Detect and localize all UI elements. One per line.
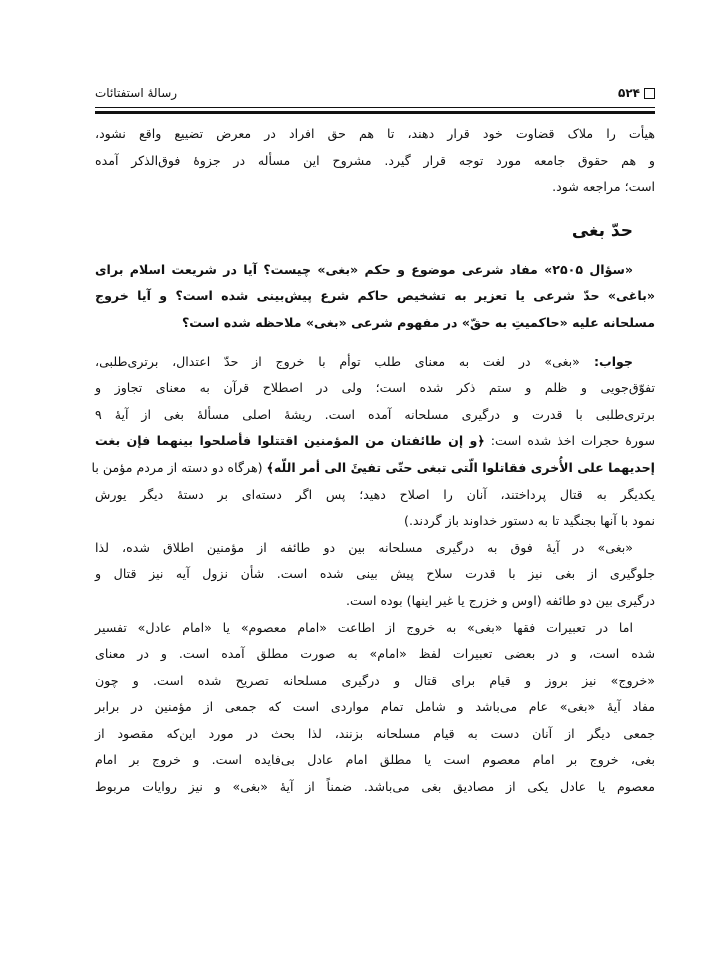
text-line xyxy=(95,588,655,615)
paragraph xyxy=(95,615,655,801)
bold-text: مسلحانه علیه «حاکمیتِ به حقّ» در مفهوم شرعی «بغی» ملاحظه شده است؟ xyxy=(182,314,655,330)
text-line xyxy=(95,694,655,721)
text-line xyxy=(95,508,655,535)
header-rule-thin xyxy=(95,107,655,108)
bold-text: ﴿و إن طائفتان من المؤمنین اقتتلوا فأصلحوا بینهما فإن بغت xyxy=(95,433,485,449)
text-line xyxy=(95,428,655,455)
text-line xyxy=(95,257,655,284)
text: مفاد آیهٔ «بغی» عام می‌باشد و شامل تمام مواردی است که جمعی از مؤمنین در برابر xyxy=(95,699,655,715)
book-title: رسالهٔ استفتائات xyxy=(95,86,178,100)
text-line xyxy=(95,615,655,642)
text: بغی، خروج بر امام معصوم است یا مطلق امام عادل بی‌فایده است. و خروج بر امام xyxy=(95,752,655,768)
text-line xyxy=(95,402,655,429)
text: یکدیگر به قتال پرداختند، آنان را اصلاح دهید؛ پس اگر دسته‌ای بر دستهٔ دیگر یورش xyxy=(95,486,655,502)
header-rule-thick xyxy=(95,111,655,114)
text: (هرگاه دو دسته از مردم مؤمن با xyxy=(91,459,267,475)
bold-text: «باغی» حدّ شرعی یا تعزیر به تشخیص حاکم شرع پیش‌بینی شده است؟ و آیا خروج xyxy=(95,288,655,304)
running-header xyxy=(95,86,655,106)
bold-text: إحدیهما علی الأُخری فقاتلوا الّتی تبغی حتّی تفیئَ الی أمر اللّه﴾ xyxy=(266,459,655,475)
question-paragraph xyxy=(95,257,655,337)
text: جمعی دیگر از آنان دست به قیام مسلحانه بزنند، لذا بحث در مورد این‌که مقصود از xyxy=(95,725,655,741)
square-icon xyxy=(644,88,655,99)
bold-text: «سؤال ۲۵۰۵» مفاد شرعی موضوع و حکم «بغی» چیست؟ آیا در شریعت اسلام برای xyxy=(95,261,634,277)
text-line xyxy=(95,641,655,668)
text-line xyxy=(95,668,655,695)
text: شده است، و در بعضی تعبیرات لفظ «امام» به صورت مطلق آمده است. و در معنای xyxy=(95,646,655,662)
paragraph xyxy=(95,535,655,615)
text-line xyxy=(95,721,655,748)
text: نمود با آنها بجنگید تا به دستور خداوند باز گردند.) xyxy=(404,513,655,529)
text: و هم حقوق جامعه مورد توجه قرار گیرد. مشروح این مسأله در جزوهٔ فوق‌الذکر آمده xyxy=(95,152,655,168)
text-line xyxy=(95,349,655,376)
text: «خروج» نیز بروز و قیام برای قتال و درگیری مسلحانه تصریح شده است. و چون xyxy=(95,672,655,688)
text-line xyxy=(95,283,655,310)
text: است؛ مراجعه شود. xyxy=(552,179,655,195)
text-line xyxy=(95,535,655,562)
text: سورهٔ حجرات اخذ شده است: xyxy=(484,433,655,449)
text-line xyxy=(95,148,655,175)
text-line xyxy=(95,375,655,402)
page-number-text: ۵۲۴ xyxy=(618,86,640,100)
text: «بغی» در آیهٔ فوق به درگیری مسلحانه بین دو طائفه از مؤمنین اطلاق شده، لذا xyxy=(95,539,633,555)
text-line xyxy=(95,121,655,148)
text-line xyxy=(91,455,655,482)
text: هیأت را ملاک قضاوت خود قرار دهند، تا هم حق افراد در معرض تضییع واقع نشود، xyxy=(95,126,655,141)
page-body xyxy=(91,121,655,801)
text: درگیری بین دو طائفه (اوس و خزرج یا غیر اینها) بوده است. xyxy=(346,592,655,608)
text: جلوگیری از بغی نیز با قدرت سلاح پیش بینی شده است. شأن نزول آیه نیز قتال و xyxy=(95,566,655,582)
spacer xyxy=(95,337,655,349)
text: برتری‌طلبی با قدرت و درگیری مسلحانه آمده است. ریشهٔ اصلی مسألهٔ بغی از آیهٔ ۹ xyxy=(95,406,655,422)
text-line xyxy=(95,482,655,509)
text: «بغی» در لغت به معنای طلب توأم با خروج از حدّ اعتدال، برتری‌طلبی، xyxy=(95,353,580,369)
text: معصوم یا عادل یکی از مصادیق بغی می‌باشد. ضمناً از آیهٔ «بغی» و نیز روایات مربوط xyxy=(95,779,655,795)
text-line xyxy=(95,747,655,774)
section-heading: حدّ بغی xyxy=(571,220,633,241)
text: تفوّق‌جویی و ظلم و ستم ذکر شده است؛ ولی در اصطلاح قرآن به معنای تجاوز و xyxy=(95,380,655,396)
text-line xyxy=(95,561,655,588)
paragraph xyxy=(91,349,655,535)
page-number xyxy=(618,86,655,100)
bold-text: جواب: xyxy=(579,353,633,369)
paragraph xyxy=(95,121,655,201)
text-line xyxy=(95,310,655,337)
text: اما در تعبیرات فقها «بغی» به خروج از اطاعت «امام معصوم» یا «امام عادل» تفسیر xyxy=(95,619,633,635)
text-line xyxy=(95,174,655,201)
text-line xyxy=(95,774,655,801)
